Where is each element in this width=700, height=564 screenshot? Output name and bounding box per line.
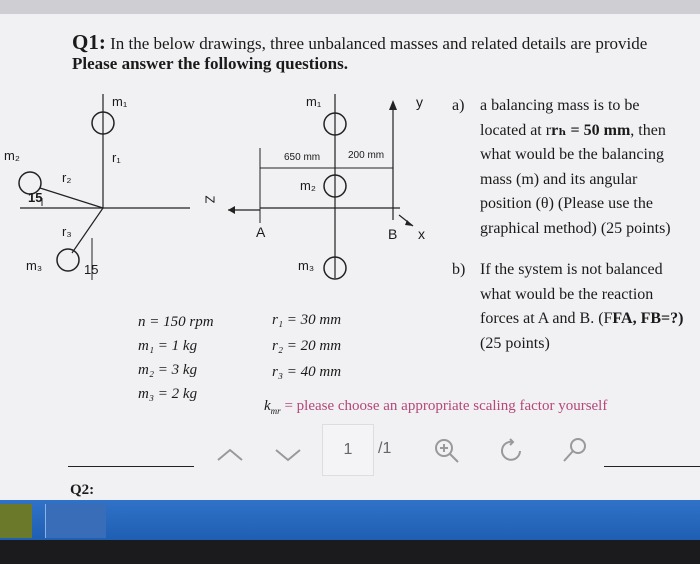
scaling-factor-text: = please choose an appropriate scaling factor yourself [284, 398, 608, 414]
next-question-partial: Q2: [70, 482, 95, 498]
bearing-b-label: B [388, 226, 398, 242]
k-subscript: mr [270, 406, 281, 416]
dimension-200: 200 mm [348, 150, 385, 161]
part-a [452, 94, 464, 119]
part-b-line-2: what would be the reaction [480, 285, 654, 303]
left-m2-label: m₂ [4, 148, 20, 163]
part-a-label: a) [452, 97, 465, 114]
part-a-text: a balancing mass is to be located at rrₕ = 50 mm, then what would be the balancing mass (m) and its angular position (θ) (Please use the graphical method) (25 points) [480, 94, 700, 241]
left-angle-label-b: 15 [84, 262, 99, 277]
part-a-line-1: a balancing mass is to be [480, 97, 640, 114]
right-m3-label: m₃ [298, 258, 315, 273]
search-icon[interactable] [560, 436, 590, 466]
left-z-label: Z [202, 195, 218, 204]
part-b-line-1: If the system is not balanced [480, 261, 663, 278]
answer-line-right [604, 466, 700, 467]
part-b-forces: FA, FB=?) [612, 310, 684, 327]
left-m1-label: m₁ [112, 94, 128, 109]
part-a-line-5: position (θ [480, 195, 549, 212]
part-b-text [480, 258, 700, 356]
part-b-line-4: (25 points) [480, 334, 550, 352]
left-r3-label: r₃ [62, 224, 72, 239]
right-m2-label: m₂ [300, 178, 316, 193]
scaling-factor [264, 398, 607, 416]
question-title-text: In the below drawings, three unbalanced masses and related details are provide [110, 34, 648, 53]
answer-line-left [68, 466, 194, 467]
page-number-input[interactable]: 1 [322, 424, 374, 476]
left-r2-label: r₂ [62, 170, 72, 185]
question-title [72, 30, 647, 55]
part-a-line-2: located at r [480, 121, 552, 139]
given-n: n = 150 rpm [138, 314, 214, 330]
zoom-in-icon[interactable] [432, 436, 462, 466]
x-axis-label: x [418, 226, 425, 242]
right-figure [225, 88, 455, 288]
part-a-line-4: mass (m [480, 170, 534, 188]
bearing-a-label: A [256, 224, 266, 240]
given-m1: m₁ = 1 kg [138, 338, 198, 354]
given-m2: m₂ = 3 kg [138, 362, 198, 378]
question-number: Q1: [72, 30, 106, 54]
given-r3: r₃ = 40 mm [272, 364, 342, 380]
part-b-line-3: forces at A and B. (F [480, 310, 613, 327]
left-m3-label: m₃ [26, 258, 43, 273]
right-m1-label: m₁ [306, 94, 322, 109]
left-r1-label: r₁ [112, 150, 121, 165]
question-subtitle: Please answer the following questions. [72, 54, 348, 73]
part-a-radius-value: rₕ = 50 mm [551, 121, 631, 139]
left-angle-label-a: 15 [28, 190, 43, 205]
part-a-line-6: graphical method) (25 points) [480, 219, 671, 237]
page-top-strip [0, 0, 700, 14]
part-b [452, 258, 465, 283]
y-axis-label: y [416, 94, 423, 110]
given-m3: m₃ = 2 kg [138, 386, 198, 402]
taskbar-app-icon[interactable] [0, 504, 32, 538]
part-a-line-3: what would be the balancing [480, 146, 664, 163]
chevron-down-icon[interactable] [270, 442, 306, 466]
taskbar-window-button[interactable] [45, 504, 106, 538]
dimension-650: 650 mm [284, 152, 321, 163]
rotate-icon[interactable] [498, 436, 528, 466]
chevron-up-icon[interactable] [212, 442, 248, 466]
given-r2: r₂ = 20 mm [272, 338, 342, 354]
left-m3-circle [57, 249, 79, 271]
page-total: /1 [378, 440, 392, 457]
given-r1: r₁ = 30 mm [272, 312, 342, 328]
k-symbol: k [264, 398, 271, 414]
part-b-label: b) [452, 261, 466, 278]
